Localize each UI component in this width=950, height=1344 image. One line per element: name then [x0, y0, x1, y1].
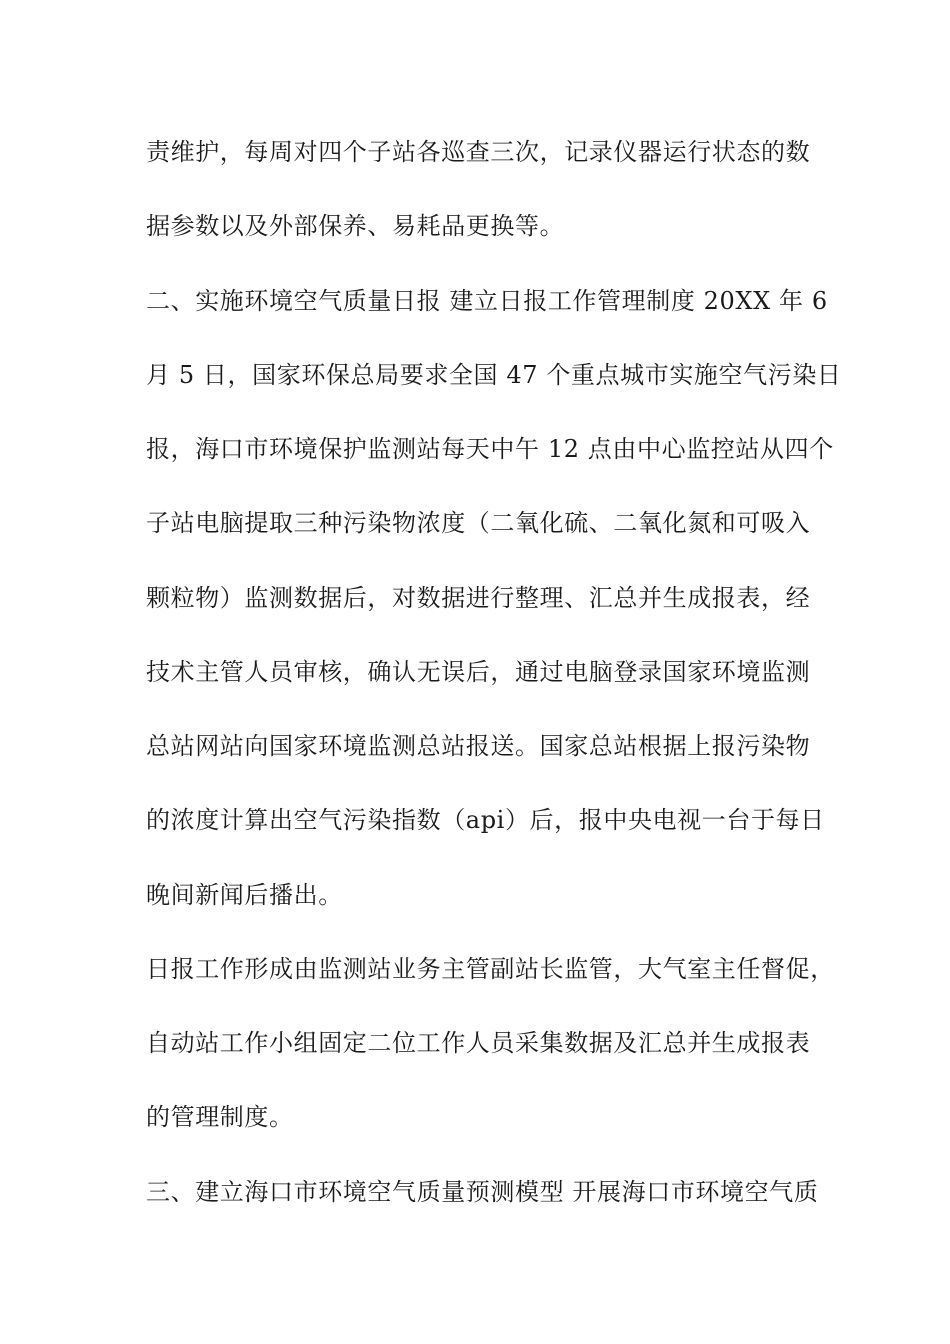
text-line: 据参数以及外部保养、易耗品更换等。: [146, 212, 565, 240]
text-line: 日报工作形成由监测站业务主管副站长监管，大气室主任督促，: [146, 955, 835, 983]
text-line: 自动站工作小组固定二位工作人员采集数据及汇总并生成报表: [146, 1029, 811, 1057]
text-line: 报，海口市环境保护监测站每天中午 12 点由中心监控站从四个: [146, 435, 834, 463]
text-line: 晚间新闻后播出。: [146, 881, 343, 909]
text-line: 的浓度计算出空气污染指数（api）后，报中央电视一台于每日: [146, 806, 825, 834]
text-line: 的管理制度。: [146, 1103, 294, 1131]
text-line: 月 5 日，国家环保总局要求全国 47 个重点城市实施空气污染日: [146, 361, 842, 389]
text-line: 责维护，每周对四个子站各巡查三次，记录仪器运行状态的数: [146, 138, 811, 166]
text-line: 子站电脑提取三种污染物浓度（二氧化硫、二氧化氮和可吸入: [146, 509, 811, 537]
section-heading-line: 二、实施环境空气质量日报 建立日报工作管理制度 20XX 年 6: [146, 287, 828, 315]
text-line: 颗粒物）监测数据后，对数据进行整理、汇总并生成报表，经: [146, 584, 811, 612]
text-line: 总站网站向国家环境监测总站报送。国家总站根据上报污染物: [146, 732, 811, 760]
section-heading-line: 三、建立海口市环境空气质量预测模型 开展海口市环境空气质: [146, 1178, 819, 1206]
text-line: 技术主管人员审核，确认无误后，通过电脑登录国家环境监测: [146, 658, 811, 686]
